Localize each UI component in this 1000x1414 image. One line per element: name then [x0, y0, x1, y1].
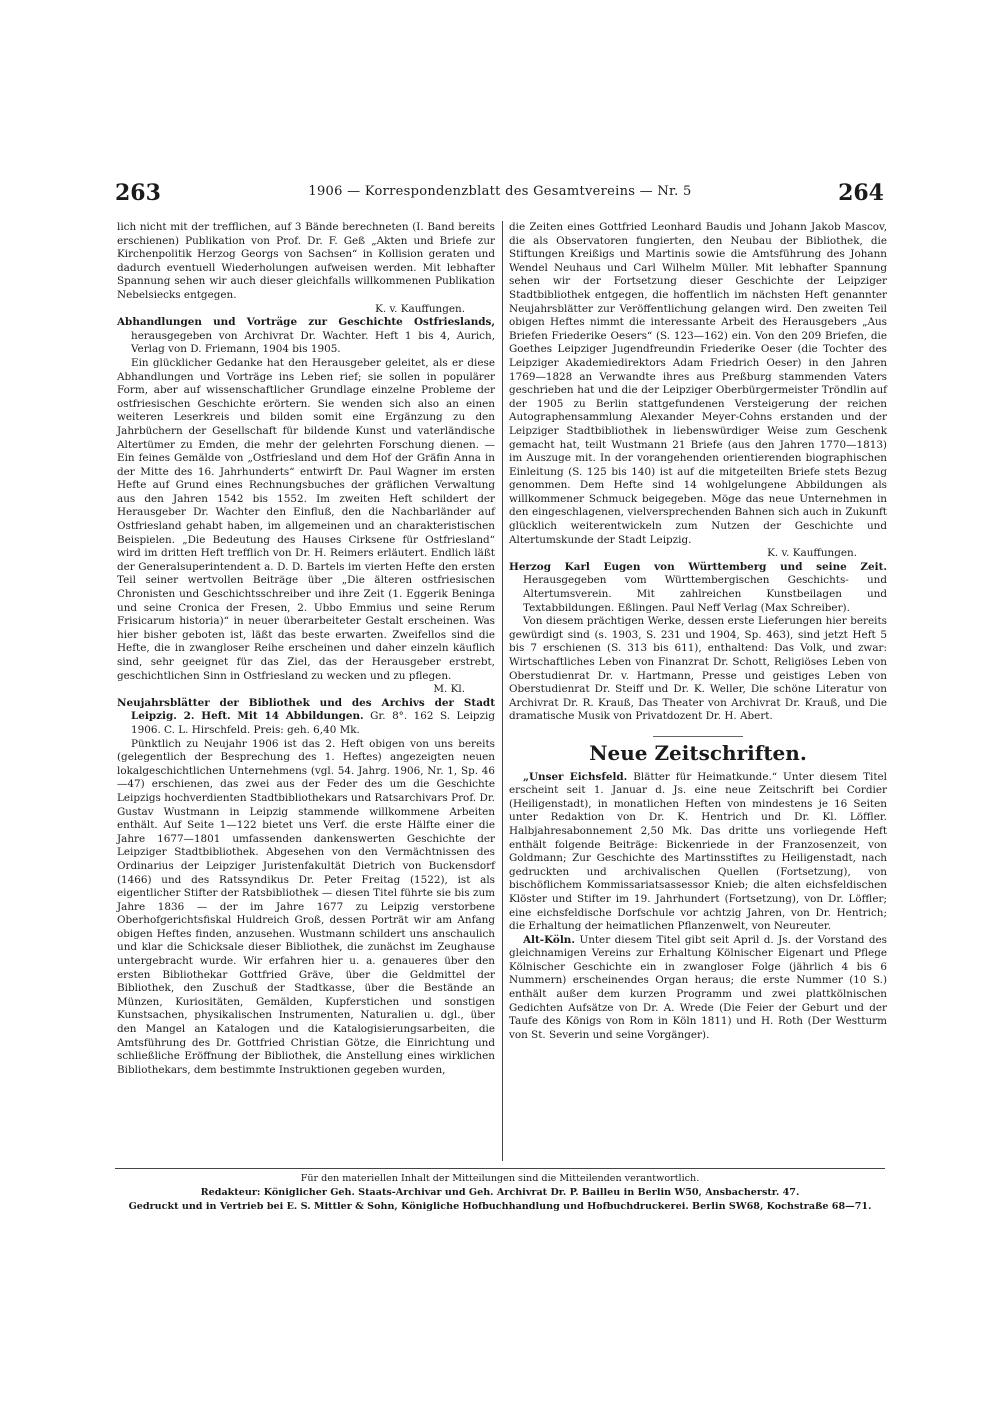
signature: K. v. Kauffungen. [375, 302, 465, 315]
review-entry [117, 316, 495, 357]
section-rule [653, 736, 743, 737]
page-number-left: 263 [115, 180, 161, 206]
review-entry [509, 561, 887, 615]
page-number-right: 264 [838, 180, 884, 206]
section-title: Neue Zeitschriften. [589, 740, 807, 765]
signature: M. Kl. [433, 683, 465, 696]
paragraph [509, 771, 887, 934]
lead-title: Alt-Köln. [523, 933, 575, 946]
footer-rule [115, 1168, 885, 1169]
entry-details: Herausgegeben vom Württembergischen Geschichts- und Altertumsverein. Mit zahlreichen Kunstbeilagen und Textabbildungen. Eßlingen. Paul Neff Verlag (Max Schreiber). [523, 574, 887, 614]
left-column [117, 221, 495, 1077]
paragraph [509, 934, 887, 1043]
entry-title: Abhandlungen und Vorträge zur Geschichte Ostfrieslands, [117, 316, 495, 329]
entry-details: Gr. 8°. 162 S. Leipzig 1906. C. L. Hirschfeld. Preis: geh. 6,40 Mk. [131, 710, 495, 736]
footer-line: Für den materiellen Inhalt der Mitteilungen sind die Mitteilenden verantwortlich. [300, 1173, 700, 1184]
running-head: 1906 — Korrespondenzblatt des Gesamtvereins — Nr. 5 [308, 184, 692, 199]
review-entry [117, 697, 495, 738]
paragraph: Von diesem prächtigen Werke, dessen erste Lieferungen hier bereits gewürdigt sind (s. 1903, S. 231 und 1904, Sp. 463), sind jetzt Heft 5 bis 7 erschienen (S. 313 bis 611), enthaltend: Das Volk, und zwar: Wirtschaftliches Leben von Finanzrat Dr. Schott, Religiöses Leben von Oberstudienrat Dr. v. Hartmann, Presse und geistiges Leben von Oberstudienrat Dr. Steiff und Dr. K. Weller, Die schöne Literatur von Archivrat Dr. R. Krauß, Das Theater von Archivrat Dr. Krauß, und Die dramatische Musik von Privatdozent Dr. H. Abert. [509, 615, 887, 723]
paragraph-text: Blätter für Heimatkunde.“ Unter diesem Titel erscheint seit 1. Januar d. Js. eine neue Zeitschrift bei Cordier (Heiligenstadt), in monatlichen Heften von mindestens je 16 Seiten unter Redaktion von Dr. K. Hentrich und Dr. Kl. Löffler. Halbjahresabonnement 2,50 Mk. Das dritte uns vorliegende Heft enthält folgende Beiträge: Bickenriede in der Franzosenzeit, von Goldmann; Zur Geschichte des Martinsstiftes zu Heiligenstadt, nach gedruckten und archivalischen Quellen (Fortsetzung), von bischöflichem Kommissariatsassessor Knieb; die alten eichsfeldischen Klöster und Stifter im 19. Jahrhundert (Fortsetzung), von Dr. Löffler; eine eichsfeldische Dorfschule vor achtzig Jahren, von Dr. Hentrich; die Erhaltung der heimatlichen Pflanzenwelt, von Neureuter. [509, 770, 887, 933]
paragraph: lich nicht mit der trefflichen, auf 3 Bände berechneten (I. Band bereits erschienen) Publikation von Prof. Dr. F. Geß „Akten und Briefe zur Kirchenpolitik Herzog Georgs von Sachsen“ in Kollision geraten und dadurch eventuell Wiederholungen aufweisen werden. Mit lebhafter Spannung sehen wir auch dieser gleichfalls willkommenen Publikation Nebelsiecks entgegen. [117, 221, 495, 301]
paragraph-text: Unter diesem Titel gibt seit April d. Js. der Vorstand des gleichnamigen Vereins zur Erhaltung Kölnischer Eigenart und Pflege Kölnischer Geschichte ein in zwangloser Folge (jährlich 4 bis 6 Nummern) erscheinendes Organ heraus; die erste Nummer (10 S.) enthält außer dem kurzen Programm und zwei plattkölnischen Gedichten Aufsätze von Dr. A. Wrede (Die Feier der Geburt und der Taufe des Königs von Rom in Köln 1811) und H. Roth (Der Westturm von St. Severin und seine Vorgänger). [509, 933, 887, 1041]
entry-title: Neujahrsblätter der Bibliothek und des Archivs der Stadt Leipzig. 2. Heft. Mit 14 Abbildungen. [117, 696, 495, 723]
footer-line: Gedruckt und in Vertrieb bei E. S. Mittler & Sohn, Königliche Hofbuchhandlung und Hofbuchdruckerei. Berlin SW68, Kochstraße 68—71. [128, 1201, 872, 1212]
column-divider [502, 221, 503, 1161]
entry-details: herausgegeben von Archivrat Dr. Wachter. Heft 1 bis 4, Aurich, Verlag von D. Friemann, 1904 bis 1905. [131, 329, 495, 356]
lead-title: „Unser Eichsfeld. [523, 770, 628, 783]
footer-line: Redakteur: Königlicher Geh. Staats-Archivar und Geh. Archivrat Dr. P. Bailleu in Berlin W50, Ansbacherstr. 47. [200, 1187, 800, 1198]
signature: K. v. Kauffungen. [767, 547, 857, 560]
paragraph: Ein glücklicher Gedanke hat den Herausgeber geleitet, als er diese Abhandlungen und Vorträge ins Leben rief; sie sollen in populärer Form, aber auf wissenschaftlicher Grundlage einzelne Probleme der ostfriesischen Geschichte erörtern. Sie wenden sich also an einen weiteren Leserkreis und bilden somit eine Ergänzung zu den Jahrbüchern der Gesellschaft für bildende Kunst und vaterländische Altertümer zu Emden, die mehr der gelehrten Forschung dienen. — Ein feines Gemälde von „Ostfriesland und dem Hof der Gräfin Anna in der Mitte des 16. Jahrhunderts“ entwirft Dr. Paul Wagner im ersten Hefte auf Grund eines Rechnungsbuches der gräflichen Verwaltung aus den Jahren 1542 bis 1552. Im zweiten Heft schildert der Herausgeber Dr. Wachter den Einfluß, den die Nachbarländer auf Ostfriesland gehabt haben, im allgemeinen und an charakteristischen Beispielen. „Die Bedeutung des Hauses Cirksene für Ostfriesland“ wird im dritten Heft trefflich von Dr. H. Reimers erläutert. Endlich läßt der Generalsuperintendent a. D. D. Bartels im vierten Hefte den ersten Teil seiner wertvollen Beiträge über „Die älteren ostfriesischen Chronisten und Geschichtsschreiber und ihre Zeit (1. Eggerik Beninga und seine Cronica der Fresen, 2. Ubbo Emmius und seine Rerum Frisicarum historia)“ in neuer überarbeiteter Gestalt erscheinen. Was hier bisher geboten ist, läßt das beste erwarten. Zweifellos sind die Hefte, die in zwangloser Reihe erscheinen und daher einzeln käuflich sind, sehr geeignet für das Ziel, das der Herausgeber erstrebt, geschichtlichen Sinn in Ostfriesland zu wecken und zu pflegen. [117, 356, 495, 682]
entry-title: Herzog Karl Eugen von Württemberg und seine Zeit. [509, 560, 887, 573]
paragraph: Pünktlich zu Neujahr 1906 ist das 2. Heft obigen von uns bereits (gelegentlich der Besprechung des 1. Heftes) angezeigten neuen lokalgeschichtlichen Unternehmens (vgl. 54. Jahrg. 1906, Nr. 1, Sp. 46—47) erschienen, das zwei aus der Feder des um die Geschichte Leipzigs hochverdienten Stadtbibliothekars und Ratsarchivars Prof. Dr. Gustav Wustmann in Leipzig stammende willkommene Arbeiten enthält. Auf Seite 1—122 bietet uns Verf. die erste Hälfte einer die Jahre 1677—1801 umfassenden dankenswerten Geschichte der Leipziger Stadtbibliothek. Abgesehen von den Vermächtnissen des Ordinarius der Leipziger Juristenfakultät Dietrich von Buckensdorf (1466) und des Ratssyndikus Dr. Peter Freitag (1522), ist als eigentlicher Stifter der Ratsbibliothek — diesen Titel führte sie bis zum Jahre 1836 — der im Jahre 1677 zu Leipzig verstorbene Oberhofgerichtsfiskal Huldreich Groß, dessen Porträt wir am Anfang obigen Heftes finden, anzusehen. Wustmann schildert uns anschaulich und klar die Schicksale dieser Bibliothek, die zunächst im Zeughause untergebracht wurde. Wir erfahren hier u. a. genaueres über den ersten Bibliothekar Gottfried Gräve, über die Geldmittel der Bibliothek, den Zuschuß der Stadtkasse, über die Bestände an Münzen, Kuriositäten, Gemälden, Kupferstichen und sonstigen Kunstsachen, physikalischen Instrumenten, Naturalien u. dgl., über den Mangel an Katalogen und die Katalogisierungsarbeiten, die Amtsführung des Dr. Gottfried Christian Götze, die Einrichtung und schließliche Eröffnung der Bibliothek, die Anstellung eines wirklichen Bibliothekars, dem bestimmte Instruktionen gegeben wurden, [117, 737, 495, 1076]
right-column [509, 221, 887, 1042]
paragraph: die Zeiten eines Gottfried Leonhard Baudis und Johann Jakob Mascov, die als Observatoren fungierten, den Neubau der Bibliothek, die Stiftungen Kreißigs und Martinis sowie die Amtsführung des Johann Wendel Neuhaus und Carl Wilhelm Müller. Mit lebhafter Spannung sehen wir der Fortsetzung dieser Geschichte der Leipziger Stadtbibliothek entgegen, die hoffentlich im nächsten Heft genannter Neujahrsblätter zur Veröffentlichung gelangen wird. Den zweiten Teil obigen Heftes nimmt die interessante Arbeit des Herausgebers „Aus Briefen Friederike Oesers“ (S. 123—162) ein. Von den 209 Briefen, die Goethes Leipziger Jugendfreundin Friederike Oeser (die Tochter des Leipziger Akademiedirektors Adam Friedrich Oeser) in den Jahren 1769—1828 an Verwandte ihres aus Preßburg stammenden Vaters geschrieben hat und die der Leipziger Oberbürgermeister Tröndlin auf der 1905 zu Berlin stattgefundenen Versteigerung der reichen Autographensammlung Alexander Meyer-Cohns erstanden und der Leipziger Stadtbibliothek in liebenswürdiger Weise zum Geschenk gemacht hat, teilt Wustmann 21 Briefe (aus den Jahren 1770—1813) im Auszuge mit. In der vorangehenden orientierenden biographischen Einleitung (S. 125 bis 140) ist auf die mitgeteilten Briefe stets Bezug genommen. Dem Hefte sind 14 wohlgelungene Abbildungen als willkommener Schmuck beigegeben. Möge das neue Unternehmen in den eingeschlagenen, vielversprechenden Bahnen sich auch in Zukunft glücklich weiterentwickeln zum Nutzen der Geschichte und Altertumskunde der Stadt Leipzig. [509, 221, 887, 546]
